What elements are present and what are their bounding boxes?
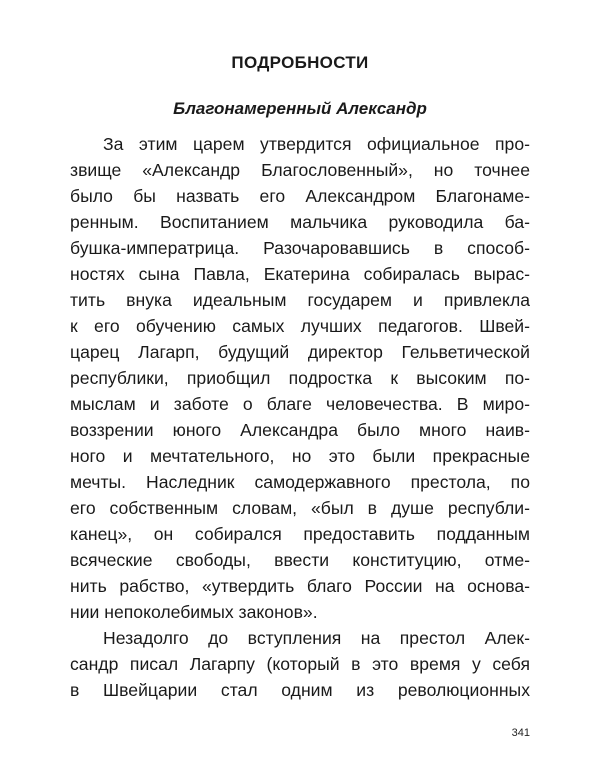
text-line: мечты. Наследник самодержавного престола, по	[70, 472, 530, 492]
text-line: ностях сына Павла, Екатерина собиралась вырас-	[70, 264, 530, 284]
page-number: 341	[511, 727, 530, 739]
text-line: воззрении юного Александра было много наив-	[70, 420, 530, 440]
section-title: ПОДРОБНОСТИ	[231, 53, 369, 72]
text-line: республики, приобщил подростка к высоким по-	[70, 368, 530, 388]
text-line: его собственным словам, «был в душе республи-	[70, 498, 530, 518]
text-line: мыслам и заботе о благе человечества. В миро-	[70, 394, 530, 414]
text-line: бушка-императрица. Разочаровавшись в способ-	[70, 238, 530, 258]
text-line: канец», он собирался предоставить подданным	[70, 524, 530, 544]
text-line: тить внука идеальным государем и привлекла	[70, 290, 530, 310]
text-line: звище «Александр Благословенный», но точнее	[70, 160, 530, 180]
text-line: к его обучению самых лучших педагогов. Швей-	[70, 316, 530, 336]
text-line: нии непоколебимых законов».	[70, 602, 318, 622]
text-line: сандр писал Лагарпу (который в это время у себя	[70, 654, 530, 674]
text-line: За этим царем утвердится официальное про-	[103, 134, 530, 154]
text-line: было бы назвать его Александром Благонаме-	[70, 186, 530, 206]
text-line: ренным. Воспитанием мальчика руководила ба-	[70, 212, 530, 232]
text-line: царец Лагарп, будущий директор Гельветической	[70, 342, 530, 362]
body-text	[70, 131, 530, 703]
text-line: ного и мечтательного, но это были прекрасные	[70, 446, 530, 466]
text-line: Незадолго до вступления на престол Алек-	[103, 628, 530, 648]
text-line: нить рабство, «утвердить благо России на основа-	[70, 576, 530, 596]
article-title: Благонамеренный Александр	[173, 99, 427, 118]
text-line: в Швейцарии стал одним из революционных	[70, 680, 530, 700]
text-line: всяческие свободы, ввести конституцию, отме-	[70, 550, 530, 570]
